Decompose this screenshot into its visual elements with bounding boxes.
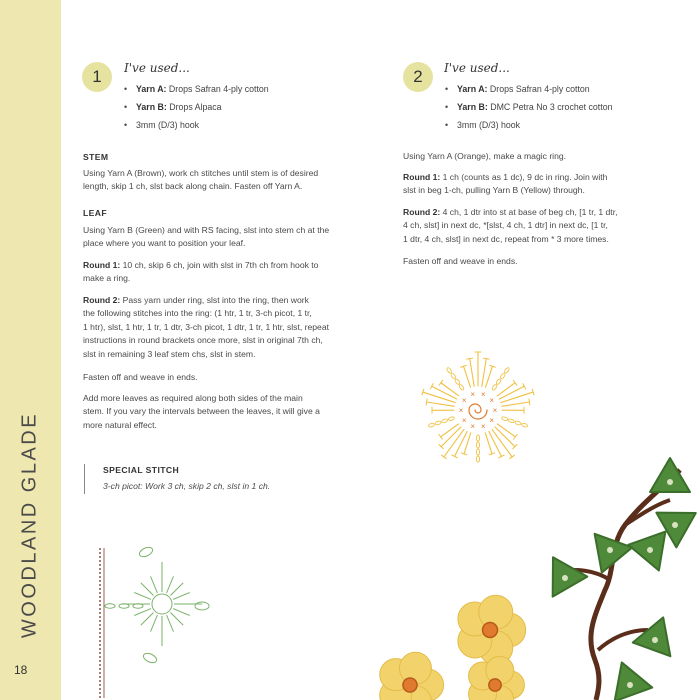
- chain-stitch: [491, 384, 497, 391]
- leaf-stitch: [173, 609, 190, 616]
- material-item: • Yarn A: Drops Safran 4-ply cotton: [122, 83, 269, 101]
- tr-stitch: [501, 392, 533, 403]
- tr-stitch: [427, 402, 455, 406]
- dc-stitch-mark: ×: [480, 422, 486, 432]
- crochet-flower: [380, 652, 444, 700]
- leaf-stitch: [134, 609, 151, 616]
- dc-stitch-mark: ×: [461, 396, 467, 406]
- dc-stitch-mark: ×: [489, 415, 495, 425]
- chain-stitch: [501, 416, 508, 421]
- chain-stitch: [441, 418, 448, 423]
- leaf-stitch: [170, 612, 183, 625]
- stem-paragraph: Using Yarn A (Brown), work ch stitches until stem is of desired length, skip 1 ch, slst back along chain. Fasten off Yarn A.: [83, 168, 319, 192]
- dc-stitch-mark: ×: [461, 415, 467, 425]
- crochet-leaf: [603, 656, 652, 700]
- leaf-picot: [142, 651, 158, 664]
- chain-stitch: [504, 367, 510, 374]
- vine-stem: [591, 470, 680, 700]
- leaf-round-2: Round 2: Pass yarn under ring, slst into the ring, then work the following stitches into the ring: (1 htr, 1 tr, 3-ch picot, 1 tr, 1 htr), slst, 1 htr, 1 tr, 1 dtr, 3-ch picot, 1 dtr, 1 tr, 1 htr, slst, repeat instructions in round brackets once more, slst in original 7th ch, slst in remaining 3 leaf stem chs, slst in stem.: [83, 295, 329, 359]
- leaf-stitch: [151, 615, 158, 632]
- stitch-top: [513, 380, 517, 385]
- tr-stitch: [482, 359, 486, 387]
- crochet-leaf: [650, 458, 690, 492]
- leaf-heading: LEAF: [83, 208, 108, 218]
- chain-stitch: [458, 384, 464, 391]
- leaf-picot: [195, 602, 209, 610]
- crochet-leaf: [633, 611, 682, 657]
- chain-stitch: [446, 367, 452, 374]
- crochet-leaf: [536, 547, 588, 596]
- chain-stitch: [515, 421, 522, 426]
- chain-stitch: [450, 373, 456, 380]
- pattern-2-badge: 2: [403, 62, 433, 92]
- chain-stitch: [496, 378, 502, 385]
- dc-stitch-mark: ×: [470, 422, 476, 432]
- tr-stitch: [432, 386, 457, 399]
- stitch-top: [439, 380, 443, 385]
- pattern-1-badge: 1: [82, 62, 112, 92]
- pattern-2-materials: [443, 83, 613, 137]
- tr-stitch: [470, 359, 474, 387]
- chain-stitch: [435, 421, 442, 426]
- crochet-flower: [458, 595, 526, 665]
- tr-stitch: [499, 386, 524, 399]
- flower-round-2: Round 2: 4 ch, 1 dtr into st at base of beg ch, [1 tr, 1 dtr, 4 ch, slst] in next dc, *[slst, 4 ch, 1 dtr] in next dc, [1 tr, 1 dtr, 4 ch, slst] in next dc, repeat from * 3 more times.: [403, 207, 618, 244]
- tr-stitch: [464, 366, 471, 387]
- material-item: • Yarn A: Drops Safran 4-ply cotton: [443, 83, 613, 101]
- chain-stitch: [500, 373, 506, 380]
- leaf-stitch: [141, 612, 154, 625]
- leaf-fasten-off: Fasten off and weave in ends.: [83, 372, 198, 382]
- crochet-vine-photo: [370, 430, 700, 700]
- chain-stitch: [508, 418, 515, 423]
- chain-stitch: [105, 604, 115, 608]
- crochet-flower: [469, 656, 525, 700]
- tr-stitch: [497, 383, 515, 396]
- stitch-top: [426, 399, 427, 405]
- leaf-stitch: [151, 576, 158, 593]
- stitch-top: [529, 399, 530, 405]
- chain-stitch: [448, 416, 455, 421]
- leaf-ring: [152, 594, 172, 614]
- dc-stitch-mark: ×: [458, 406, 464, 415]
- dc-stitch-mark: ×: [480, 389, 486, 399]
- flower-round-1: Round 1: 1 ch (counts as 1 dc), 9 dc in ring. Join with slst in beg 1-ch, pulling Yarn B (Yellow) through.: [403, 172, 608, 196]
- tr-stitch: [502, 402, 530, 406]
- leaf-stitch: [167, 576, 174, 593]
- flower-intro: Using Yarn A (Orange), make a magic ring.: [403, 151, 567, 161]
- leaf-stitch: [173, 593, 190, 600]
- special-stitch-text: 3-ch picot: Work 3 ch, skip 2 ch, slst in 1 ch.: [103, 481, 271, 491]
- dc-stitch-mark: ×: [470, 389, 476, 399]
- stitch-top: [467, 358, 473, 359]
- stitch-top: [483, 358, 489, 359]
- leaf-round-1: Round 1: 10 ch, skip 6 ch, join with slst in 7th ch from hook to make a ring.: [83, 260, 319, 284]
- tr-stitch: [441, 383, 459, 396]
- pattern-1-materials: [122, 83, 269, 137]
- dc-stitch-mark: ×: [489, 396, 495, 406]
- stem-heading: STEM: [83, 152, 109, 162]
- flower-fasten-off: Fasten off and weave in ends.: [403, 256, 518, 266]
- special-stitch-rule: [84, 464, 85, 494]
- leaf-stitch: [170, 583, 183, 596]
- sidebar: [0, 0, 61, 700]
- sidebar-title: WOODLAND GLADE: [18, 411, 41, 639]
- leaf-stitch: [141, 583, 154, 596]
- material-item: • Yarn B: DMC Petra No 3 crochet cotton: [443, 101, 613, 119]
- chain-stitch: [454, 378, 460, 385]
- leaf-stitch: [167, 615, 174, 632]
- material-item: • 3mm (D/3) hook: [443, 119, 613, 137]
- material-item: • Yarn B: Drops Alpaca: [122, 101, 269, 119]
- leaf-crochet-chart: [90, 540, 210, 700]
- material-item: • 3mm (D/3) hook: [122, 119, 269, 137]
- leaf-picot: [138, 545, 154, 558]
- leaf-chart-stem: [100, 548, 104, 698]
- chain-stitch: [521, 423, 528, 428]
- dc-stitch-mark: ×: [492, 406, 498, 415]
- pattern-1-used-title: I've used...: [124, 61, 190, 75]
- special-stitch-heading: SPECIAL STITCH: [103, 465, 180, 475]
- tr-stitch: [423, 392, 455, 403]
- tr-stitch: [486, 366, 493, 387]
- magic-ring: [469, 404, 487, 419]
- add-leaves-paragraph: Add more leaves as required along both sides of the main stem. If you vary the intervals between the leaves, it will give a more natural effect.: [83, 393, 320, 430]
- leaf-paragraph: Using Yarn B (Green) and with RS facing, slst into stem ch at the place where you want to position your leaf.: [83, 225, 330, 249]
- page-number: 18: [14, 663, 28, 677]
- leaf-stitch: [134, 593, 151, 600]
- pattern-2-used-title: I've used...: [444, 61, 510, 75]
- chain-stitch: [428, 423, 435, 428]
